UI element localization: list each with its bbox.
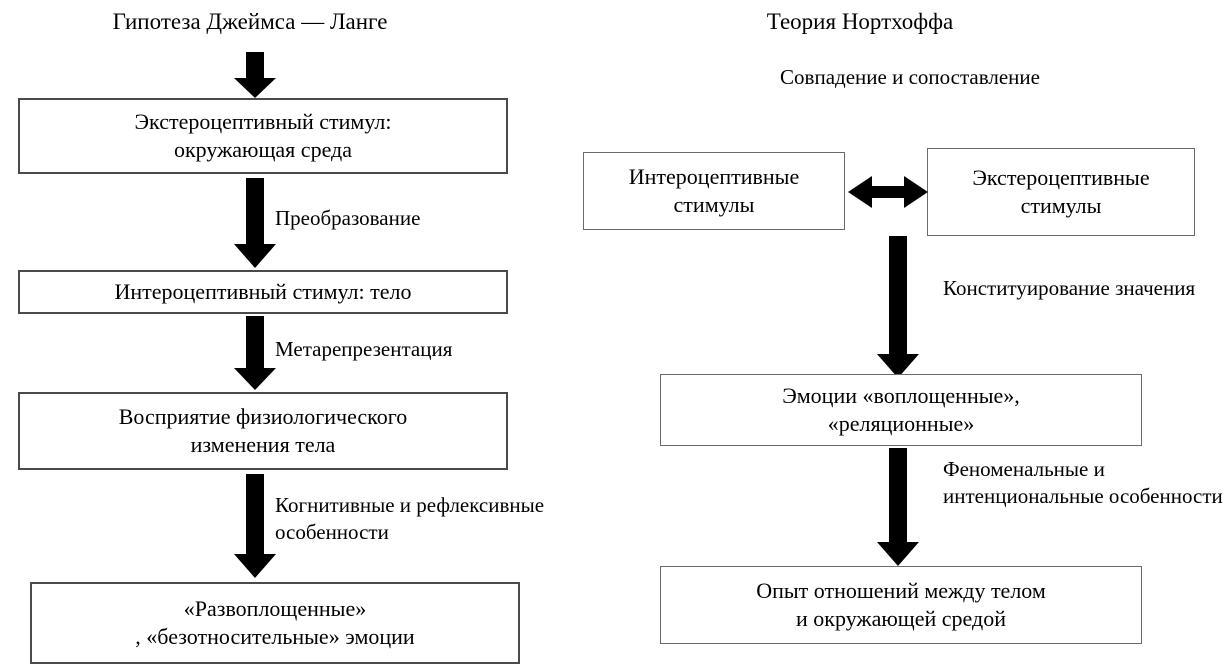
left-box-2-line1: Интероцептивный стимул: тело bbox=[114, 279, 412, 304]
arrow-down-right-2 bbox=[868, 448, 928, 566]
right-box-exteroceptive bbox=[927, 148, 1195, 236]
left-arrow-label-2: Метарепрезентация bbox=[275, 337, 453, 361]
left-box-3 bbox=[18, 392, 508, 470]
left-box-3-line1: Восприятие физиологического bbox=[118, 404, 408, 429]
left-box-4-line1: «Развоплощенные» bbox=[183, 596, 367, 621]
right-arrow-label-2: Феноменальные и интенциональные особенности bbox=[943, 457, 1223, 508]
arrow-down-right-1 bbox=[868, 236, 928, 378]
left-box-3-line2: изменения тела bbox=[190, 432, 336, 457]
left-arrow-label-3: Когнитивные и рефлексивные особенности bbox=[275, 493, 545, 544]
right-box-1-line2: стимулы bbox=[673, 192, 755, 217]
right-column-title: Теория Нортхоффа bbox=[766, 9, 954, 34]
right-box-interoceptive bbox=[583, 152, 845, 230]
left-box-2 bbox=[18, 270, 508, 314]
arrow-bidirectional bbox=[848, 170, 928, 214]
right-box-experience bbox=[660, 566, 1142, 644]
right-box-1-line1: Интероцептивные bbox=[628, 164, 800, 189]
right-box-2-line2: стимулы bbox=[1020, 193, 1102, 218]
left-column-title: Гипотеза Джеймса — Ланге bbox=[112, 9, 388, 34]
left-box-1 bbox=[18, 98, 508, 174]
left-box-1-line1: Экстероцептивный стимул: bbox=[134, 109, 392, 134]
right-box-4-line1: Опыт отношений между телом bbox=[756, 578, 1046, 603]
right-box-emotions bbox=[660, 374, 1142, 446]
right-arrow-label-1: Конституирование значения bbox=[943, 276, 1196, 300]
left-arrow-label-1: Преобразование bbox=[275, 206, 421, 230]
arrow-down-left-1 bbox=[225, 52, 285, 98]
right-box-2-line1: Экстероцептивные bbox=[972, 165, 1150, 190]
right-box-4-line2: и окружающей средой bbox=[796, 606, 1006, 631]
left-box-4-line2: , «безотносительные» эмоции bbox=[135, 624, 415, 649]
right-box-3-line2: «реляционные» bbox=[827, 411, 975, 436]
left-box-1-line2: окружающая среда bbox=[173, 137, 352, 162]
right-box-3-line1: Эмоции «воплощенные», bbox=[782, 383, 1020, 408]
right-top-label: Совпадение и сопоставление bbox=[780, 65, 1040, 89]
left-box-4 bbox=[30, 582, 520, 664]
